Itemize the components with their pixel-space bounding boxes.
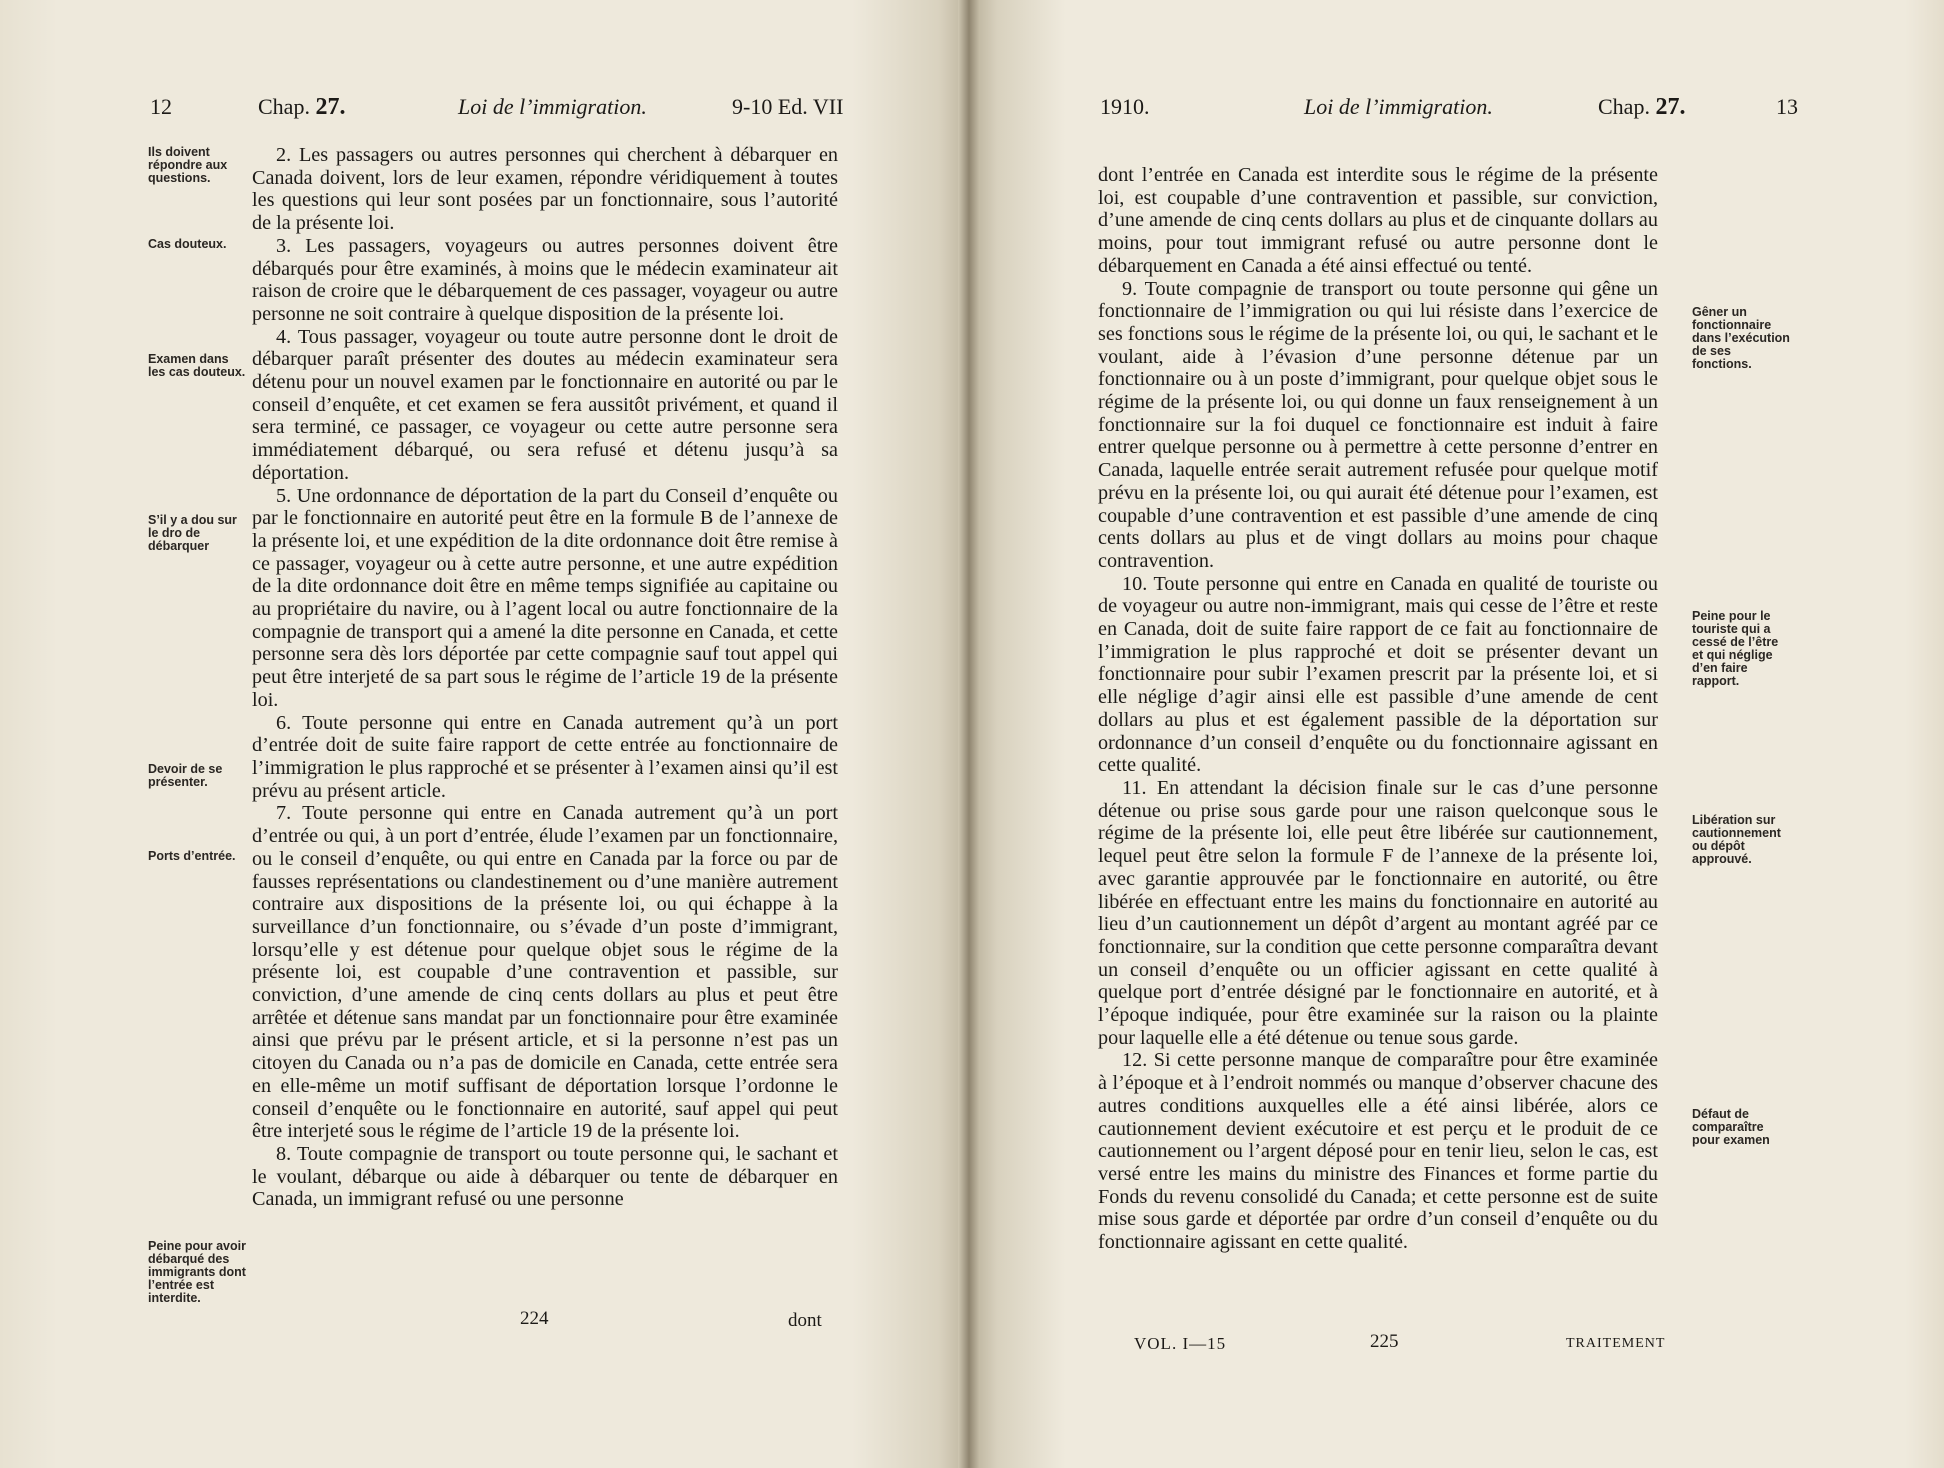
right-page xyxy=(968,0,1944,1468)
section-12: 12. Si cette personne manque de comparaître pour être examinée à l’époque et à l’endroit nommés ou manque d’observer chacune des autres conditions auxquelles elle a été ainsi libérée, alors ce cautionnement devient exécutoire et est perçu et le produit de ce cautionnement ou l’argent déposé pour en tenir lieu, selon le cas, est versé entre les mains du ministre des Finances et forme partie du Fonds du revenu consolidé du Canada; et cette personne est de suite mise sous garde et déportée par ordre d’un conseil d’enquête ou du fonctionnaire agissant en cette qualité. xyxy=(1098,1049,1658,1254)
right-running-title: Loi de l’immigration. xyxy=(1304,94,1493,119)
right-page-header xyxy=(968,94,1944,128)
margin-note: Gêner un fonctionnaire dans l’exécution de ses fonctions. xyxy=(1692,305,1790,371)
left-chapter-number: 27. xyxy=(315,94,346,120)
margin-note: S’il y a dou sur le dro de débarquer xyxy=(148,513,237,553)
section-8: 8. Toute compagnie de transport ou toute personne qui, le sachant et le voulant, débarque ou aide à débarquer ou tente de débarquer en Canada, un immigrant refusé ou une personne xyxy=(252,1142,838,1211)
left-page-number: 12 xyxy=(150,94,172,119)
section-2: 2. Les passagers ou autres personnes qui cherchent à débarquer en Canada doivent, lors de leur examen, répondre véridiquement à toutes les questions qui leur sont posées par un fonctionnaire, sous l’autorité de la présente loi. xyxy=(252,144,838,235)
section-10: 10. Toute personne qui entre en Canada en qualité de touriste ou de voyageur ou autre non-immigrant, mais qui cesse de l’être et reste en Canada, doit de suite faire rapport de ce fait au fonctionnaire de l’immigration le plus rapproché et doit se présenter devant un fonctionnaire pour subir l’examen prescrit par la présente loi, et si elle néglige d’agir ainsi elle est passible d’une amende de cent dollars au plus et est également passible de la déportation sur ordonnance d’un conseil d’enquête ou du fonctionnaire agissant en cette qualité. xyxy=(1098,572,1658,777)
margin-note: Libération sur cautionnement ou dépôt approuvé. xyxy=(1692,813,1781,866)
right-chapter-number: 27. xyxy=(1655,94,1686,120)
left-chapter-word: Chap. xyxy=(258,94,310,119)
left-running-title: Loi de l’immigration. xyxy=(458,94,647,119)
section-7: 7. Toute personne qui entre en Canada autrement qu’à un port d’entrée ou qui, à un port d’entrée, élude l’examen par un fonctionnaire, ou le conseil d’enquête, ou qui entre en Canada par la force ou par de fausses représentations ou clandestinement ou d’une manière autrement contraire aux dispositions de la présente loi, ou qui échappe à la surveillance d’un fonctionnaire, ou s’évade d’un poste d’immigrant, lorsqu’elle y est détenue pour quelque objet sous le régime de la présente loi, est coupable d’une contravention et passible, sur conviction, d’une amende de cinq cents dollars au plus et peut être arrêtée et détenue sans mandat par un fonctionnaire pour être examinée ainsi que prévu par le présent article, et si la personne n’est pas un citoyen du Canada ou n’a pas de domicile en Canada, cette entrée sera en elle-même un motif suffisant de déportation lorsque l’ordonne le conseil d’enquête ou le fonctionnaire en autorité, sauf appel qui peut être interjeté sous le régime de l’article 19 de la présente loi. xyxy=(252,802,838,1143)
right-footer-signature: VOL. I—15 xyxy=(1134,1334,1227,1353)
right-footer-catchword: TRAITEMENT xyxy=(1566,1336,1666,1351)
margin-note: Ports d’entrée. xyxy=(148,849,236,863)
right-page-number: 13 xyxy=(1776,94,1798,119)
right-body-text xyxy=(1098,164,1658,1254)
margin-note: Peine pour le touriste qui a cessé de l’être et qui néglige d’en faire rapport. xyxy=(1692,609,1779,688)
left-page-header xyxy=(0,94,968,128)
section-8-continued: dont l’entrée en Canada est interdite sous le régime de la présente loi, est coupable d’une contravention et passible, sur conviction, d’une amende de cinq cents dollars au plus et de cinquante dollars au moins, pour tout immigrant refusé ou autre personne dont le débarquement en Canada a été ainsi effectué ou tenté. xyxy=(1098,164,1658,277)
left-page xyxy=(0,0,968,1468)
left-footer-page-number: 224 xyxy=(520,1308,549,1329)
right-chapter-word: Chap. xyxy=(1598,94,1650,119)
right-footer-page-number: 225 xyxy=(1370,1331,1399,1352)
margin-note: Examen dans les cas douteux. xyxy=(148,352,246,379)
section-9: 9. Toute compagnie de transport ou toute personne qui gêne un fonctionnaire de l’immigration ou qui lui résiste dans l’exercice de ses fonctions sous le régime de la présente loi, ou qui, le sachant et le voulant, aide à l’évasion d’une personne détenue par un fonctionnaire ou à un poste d’immigrant, pour quelque objet sous le régime de la présente loi, ou qui donne un faux renseignement à un fonctionnaire sur la foi duquel ce fonctionnaire est induit à faire entrer quelque personne ou à permettre à cette personne d’entrer en Canada, laquelle entrée serait autrement refusée pour quelque motif prévu en la présente loi, ou qui aurait été détenue pour l’examen, est coupable d’une contravention et est passible d’une amende de cinq cents dollars au plus et de vingt dollars au moins pour chaque contravention. xyxy=(1098,277,1658,572)
right-chapter-label xyxy=(1598,94,1685,121)
section-3: 3. Les passagers, voyageurs ou autres personnes doivent être débarqués pour être examinés, à moins que le médecin examinateur ait raison de croire que le débarquement de ces passager, voyageur ou autre personne ne soit contraire à quelque disposition de la présente loi. xyxy=(252,234,838,325)
section-5: 5. Une ordonnance de déportation de la part du Conseil d’enquête ou par le fonctionnaire en autorité peut être en la formule B de l’annexe de la présente loi, et une expédition de la dite ordonnance doit être remise à ce passager, voyageur ou à cette autre personne, et une autre expédition de la dite ordonnance doit être en même temps signifiée au capitaine ou au propriétaire du navire, ou à l’agent local ou autre fonctionnaire de la compagnie de transport qui a amené la dite personne en Canada, et cette personne sera dès lors déportée par cette compagnie sauf tout appel qui peut être interjeté de sa part sous le régime de l’article 19 de la présente loi. xyxy=(252,484,838,711)
margin-note: Ils doivent répondre aux questions. xyxy=(148,145,228,185)
section-4: 4. Tous passager, voyageur ou toute autre personne dont le droit de débarquer paraît présenter des doutes au médecin examinateur sera détenu pour un nouvel examen par le fonctionnaire en autorité ou par le conseil d’enquête, et cet examen se fera aussitôt privément, et quand il sera terminé, ce passager, ce voyageur ou cette autre personne sera immédiatement débarqué, ou sera refusé et détenu jusqu’à sa déportation. xyxy=(252,325,838,484)
left-chapter-label xyxy=(258,94,345,121)
margin-note: Défaut de comparaître pour examen xyxy=(1692,1107,1770,1147)
book-gutter xyxy=(958,0,980,1468)
left-body-text xyxy=(252,144,838,1211)
margin-note: Cas douteux. xyxy=(148,237,227,251)
margin-note: Devoir de se présenter. xyxy=(148,762,223,789)
section-6: 6. Toute personne qui entre en Canada autrement qu’à un port d’entrée doit de suite faire rapport de cette entrée au fonctionnaire de l’immigration le plus rapproché et se présenter à l’examen ainsi qu’il est prévu au présent article. xyxy=(252,711,838,802)
left-footer-catchword: dont xyxy=(788,1310,822,1331)
margin-note: Peine pour avoir débarqué des immigrants dont l’entrée est interdite. xyxy=(148,1239,246,1305)
section-11: 11. En attendant la décision finale sur le cas d’une personne détenue ou prise sous garde pour une raison quelconque sous le régime de la présente loi, elle peut être libérée sur cautionnement, lequel peut être selon la formule F de l’annexe de la présente loi, avec garantie approuvée par le fonctionnaire en autorité, ou être libérée en effectuant entre les mains du fonctionnaire en autorité au lieu d’un cautionnement un dépôt d’argent au montant agréé par ce fonctionnaire, sur la condition que cette personne comparaîtra devant un conseil d’enquête ou un officier agissant en cette qualité à quelque port d’entrée désigné par le fonctionnaire en autorité, et à l’époque indiquée, pour être examinée sur la raison ou la plainte pour laquelle elle a été détenue ou tenue sous garde. xyxy=(1098,776,1658,1049)
right-year: 1910. xyxy=(1100,94,1150,119)
left-regnal-year: 9-10 Ed. VII xyxy=(732,94,844,119)
